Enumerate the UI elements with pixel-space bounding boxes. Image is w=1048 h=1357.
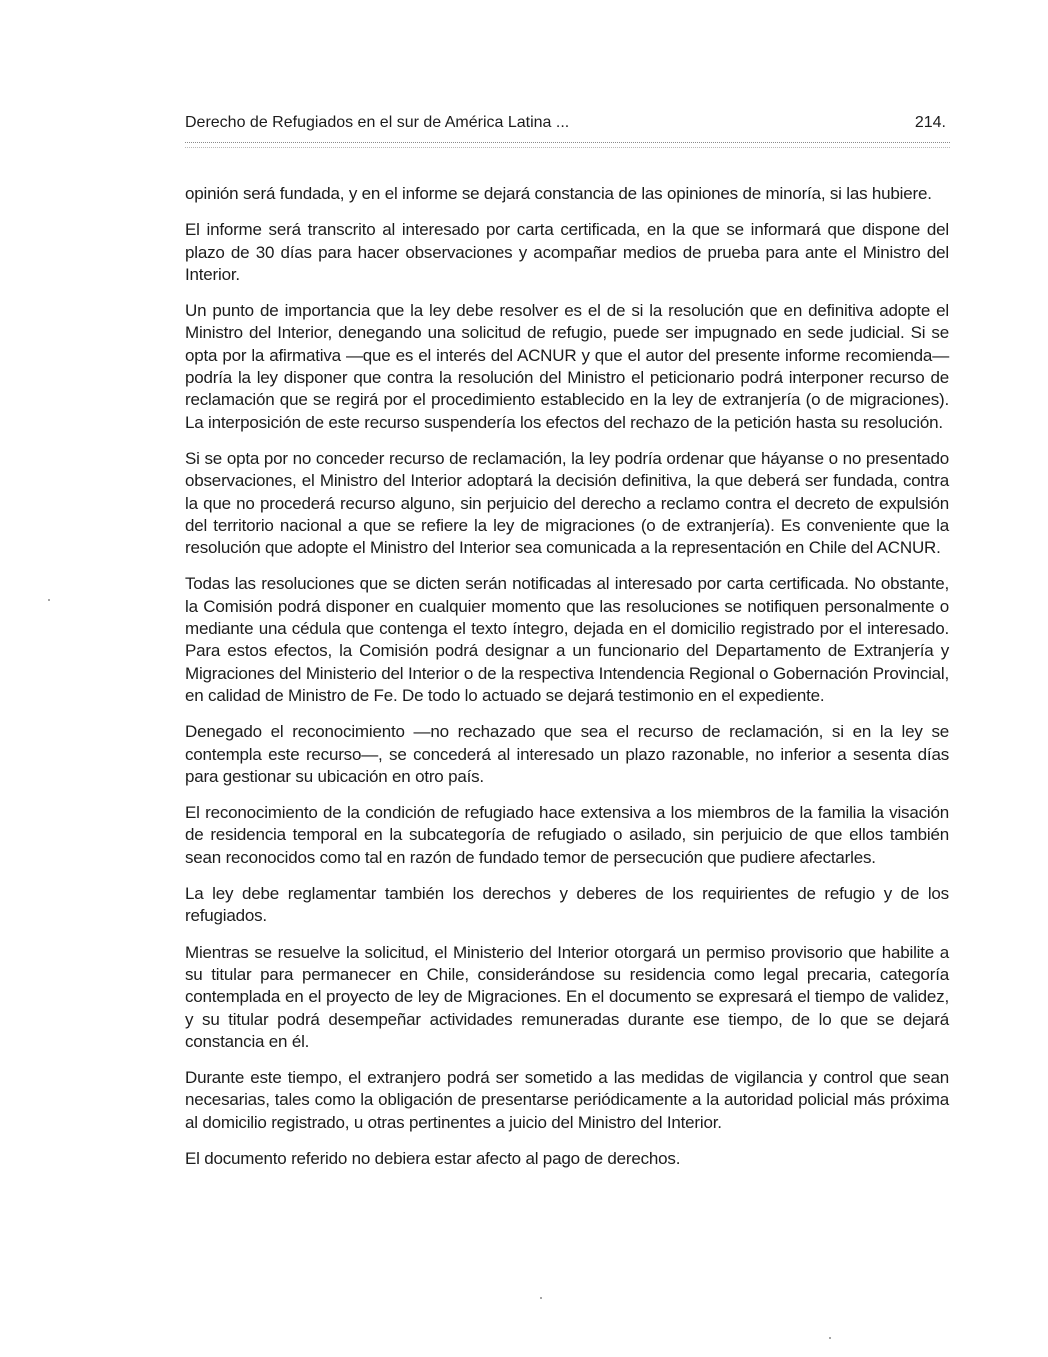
page-number: 214. <box>914 114 946 131</box>
paragraph-10: Durante este tiempo, el extranjero podrá ser sometido a las medidas de vigilancia y control que sean necesarias, tales como la obligación de presentarse periódicamente a la autoridad policial más próxima al domicilio registrado, u otras pertinentes a juicio del Ministro del Interior. <box>185 1068 949 1132</box>
paragraph-6: Denegado el reconocimiento —no rechazado que sea el recurso de reclamación, si en la ley se contempla este recurso—, se concederá al interesado un plazo razonable, no inferior a sesenta días para gestionar su ubicación en otro país. <box>185 722 949 786</box>
paragraph-7: El reconocimiento de la condición de refugiado hace extensiva a los miembros de la familia la visación de residencia temporal en la subcategoría de refugiado o asilado, sin perjuicio de que ellos también sean reconocidos como tal en razón de fundado temor de persecución que pudiere afectarles. <box>185 803 949 867</box>
scan-speck <box>540 1297 542 1299</box>
paragraph-3: Un punto de importancia que la ley debe resolver es el de si la resolución que en definitiva adopte el Ministro del Interior, denegando una solicitud de refugio, puede ser impugnado en sede judicial. Si se opta por la afirmativa —que es el interés del ACNUR y que el autor del presente informe recomienda— podría la ley disponer que contra la resolución del Ministro el peticionario podrá interponer recurso de reclamación que se regirá por el procedimiento establecido en la ley de extranjería (o de migraciones). La interposición de este recurso suspendería los efectos del rechazo de la petición hasta su resolución. <box>185 301 949 432</box>
paragraph-11: El documento referido no debiera estar afecto al pago de derechos. <box>185 1148 681 1168</box>
header-rule-shadow <box>185 147 950 148</box>
paragraph-4: Si se opta por no conceder recurso de reclamación, la ley podría ordenar que háyanse o no presentado observaciones, el Ministro del Interior adoptará la decisión definitiva, la que deberá ser fundada, contra la que no procederá recurso alguno, sin perjuicio del derecho a reclamo contra el decreto de expulsión del territorio nacional a que se refiere la ley de migraciones (o de extranjería). Es conveniente que la resolución que adopte el Ministro del Interior sea comunicada a la representación en Chile del ACNUR. <box>185 448 949 558</box>
paragraph-2: El informe será transcrito al interesado por carta certificada, en la que se informará que dispone del plazo de 30 días para hacer observaciones y acompañar medios de prueba para ante el Ministro del Interior. <box>185 220 949 284</box>
scan-speck <box>829 1337 831 1339</box>
running-header-title: Derecho de Refugiados en el sur de América Latina ... <box>185 114 570 131</box>
paragraph-5: Todas las resoluciones que se dicten serán notificadas al interesado por carta certificada. No obstante, la Comisión podrá disponer en cualquier momento que las resoluciones se notifiquen personalmente o mediante una cédula que contenga el texto íntegro, dejada en el domicilio registrado por el interesado. Para estos efectos, la Comisión podrá designar a un funcionario del Departamento de Extranjería y Migraciones del Ministerio del Interior o de la respectiva Intendencia Regional o Gobernación Provincial, en calidad de Ministro de Fe. De todo lo actuado se dejará testimonio en el expediente. <box>185 574 949 705</box>
paragraph-1: opinión será fundada, y en el informe se dejará constancia de las opiniones de minoría, si las hubiere. <box>185 184 932 203</box>
running-header <box>185 111 950 135</box>
scan-speck <box>48 599 50 601</box>
body-text <box>185 183 949 1184</box>
paragraph-9: Mientras se resuelve la solicitud, el Ministerio del Interior otorgará un permiso provisorio que habilite a su titular para permanecer en Chile, considerándose su residencia como legal precaria, categoría contemplada en el proyecto de ley de Migraciones. En el documento se expresará el tiempo de validez, y su titular podrá desempeñar actividades remuneradas durante ese tiempo, de lo que se dejará constancia en él. <box>185 942 949 1051</box>
paragraph-8: La ley debe reglamentar también los derechos y deberes de los requirientes de refugio y de los refugiados. <box>185 884 949 926</box>
header-rule <box>185 142 950 143</box>
